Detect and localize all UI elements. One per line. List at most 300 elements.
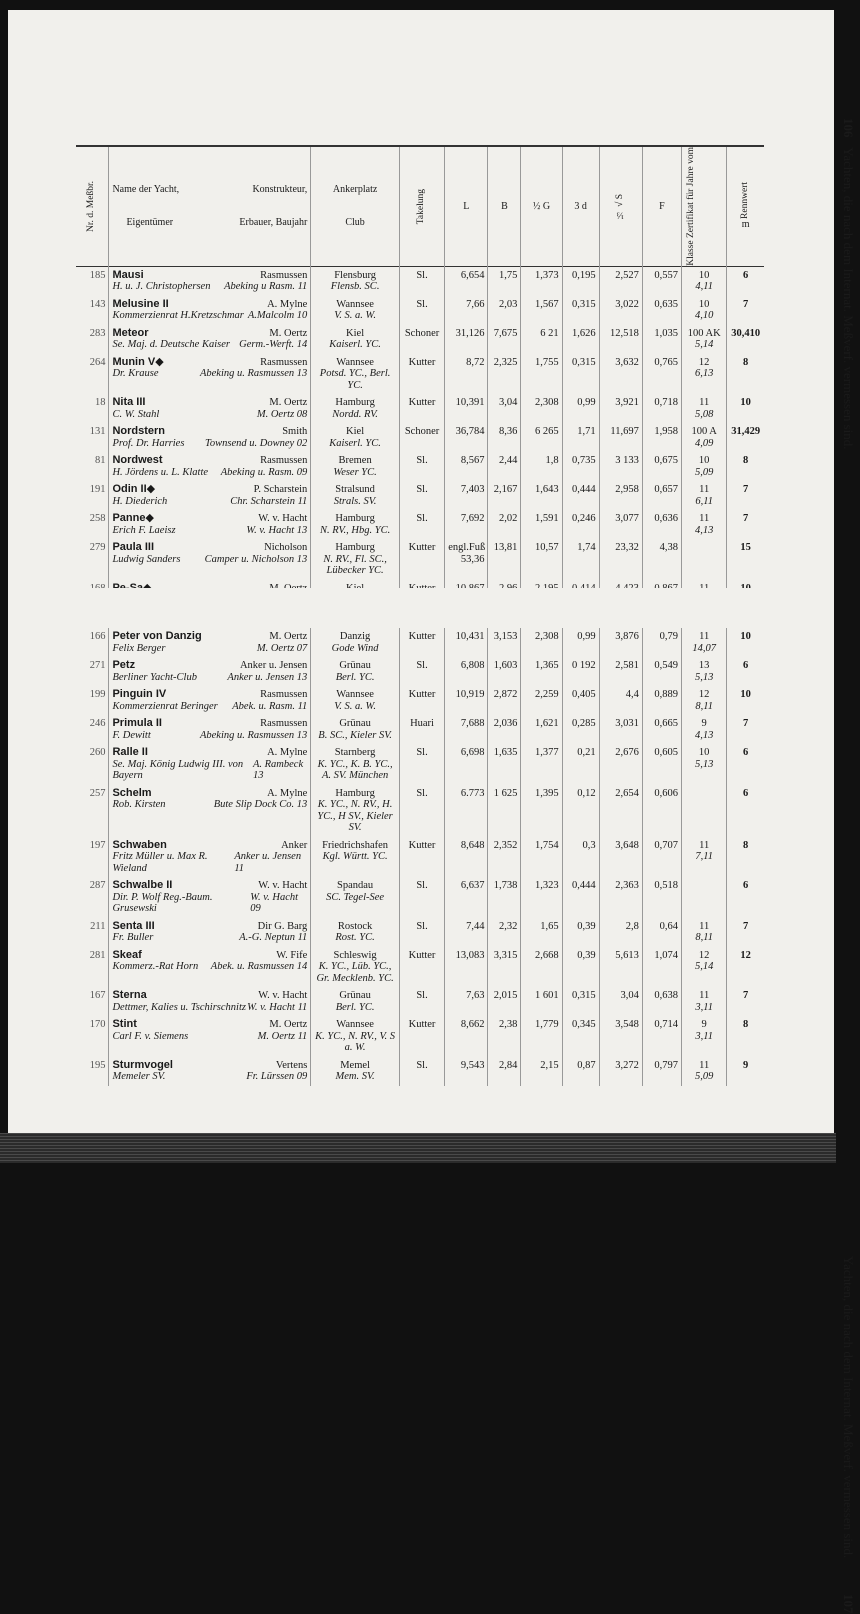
table-body-top: [76, 266, 764, 620]
yacht-cell: [109, 686, 311, 715]
length-L: 13,083: [445, 947, 488, 988]
half-girth: 1,591: [521, 510, 562, 539]
anchorage: Friedrichshafen: [322, 839, 389, 851]
owner: Erich F. Laeisz: [112, 524, 176, 536]
certificate-date: 8,11: [695, 700, 713, 712]
header-sail: ⅓ √ S: [615, 193, 626, 219]
class-value: 10: [698, 455, 710, 467]
header-half-g: ½ G: [521, 146, 562, 266]
class-value: 11: [699, 990, 710, 1001]
owner: Fr. Buller: [112, 932, 154, 943]
three-d: 1,74: [562, 539, 599, 580]
row-number: 167: [89, 990, 106, 1001]
certificate-date: 3,11: [695, 1030, 713, 1042]
builder: Germ.-Werft. 14: [239, 339, 308, 351]
sail-root: 5,613: [599, 947, 642, 988]
anchorage-cell: [311, 918, 400, 947]
table-row: [76, 423, 764, 452]
class-cell: [682, 657, 727, 686]
row-number: 264: [89, 356, 106, 368]
anchorage-cell: [311, 325, 400, 354]
builder: Camper u. Nicholson 13: [204, 553, 308, 565]
yacht-cell: [109, 877, 311, 918]
class-cell: [682, 539, 727, 580]
class-cell: [682, 918, 727, 947]
owner: F. Dewitt: [112, 729, 151, 741]
half-girth: 2,308: [521, 628, 562, 657]
half-girth: 1,323: [521, 877, 562, 918]
row-number: 281: [89, 949, 106, 961]
half-girth: 1,365: [521, 657, 562, 686]
class-cell: [682, 394, 727, 423]
yacht-name: Odin II◆: [112, 483, 156, 496]
yacht-name: Panne◆: [112, 512, 154, 525]
anchorage-cell: [311, 452, 400, 481]
yacht-cell: [109, 394, 311, 423]
rig: Sl.: [399, 510, 444, 539]
freeboard-F: 0,657: [642, 481, 681, 510]
yacht-name: Mausi: [112, 268, 144, 281]
row-number: 199: [89, 689, 106, 700]
anchorage: Flensburg: [334, 269, 376, 281]
three-d: 0,735: [562, 452, 599, 481]
rig: Sl.: [399, 296, 444, 325]
anchorage: Danzig: [339, 631, 371, 642]
rating-value: 8: [727, 1016, 764, 1057]
rating-value: 6: [727, 785, 764, 837]
constructor: A. Mylne: [267, 787, 308, 799]
certificate-date: 4,09: [694, 437, 714, 449]
anchorage-cell: [311, 686, 400, 715]
class-cell: [682, 744, 727, 785]
class-cell: [682, 325, 727, 354]
row-number: 279: [89, 542, 106, 554]
half-girth: 1,754: [521, 837, 562, 878]
length-L: 7,63: [445, 987, 488, 1016]
table-row: [76, 987, 764, 1016]
anchorage-cell: [311, 785, 400, 837]
constructor: Rasmussen: [260, 455, 308, 467]
table-row: [76, 785, 764, 837]
yacht-cell: [109, 296, 311, 325]
builder: A.-G. Neptun 11: [239, 932, 308, 943]
header-class: Klasse Zertifikat für Jahre vom: [686, 147, 697, 266]
certificate-date: 8,11: [695, 932, 713, 943]
class-value: 11: [699, 484, 710, 496]
page-number-bottom: 107: [841, 1594, 856, 1614]
anchorage-cell: [311, 539, 400, 580]
rating-value: 6: [727, 266, 764, 296]
sail-root: 3,632: [599, 354, 642, 395]
row-number: 131: [89, 426, 106, 438]
club: Kaiserl. YC.: [329, 339, 381, 351]
anchorage: Bremen: [338, 455, 372, 467]
freeboard-F: 0,549: [642, 657, 681, 686]
class-cell: [682, 423, 727, 452]
anchorage: Starnberg: [334, 747, 376, 758]
beam-B: 1,75: [488, 266, 521, 296]
row-number: 258: [89, 513, 106, 525]
rig: Sl.: [399, 744, 444, 785]
sail-root: 3,921: [599, 394, 642, 423]
owner: Kommerzienrat Beringer: [112, 700, 218, 712]
club: Nordd. RV.: [332, 408, 378, 420]
table-row: [76, 877, 764, 918]
length-L: 36,784: [445, 423, 488, 452]
length-L: 8,567: [445, 452, 488, 481]
club: Kgl. Württ. YC.: [322, 851, 388, 862]
row-number: 211: [90, 920, 106, 932]
sail-root: 3 133: [599, 452, 642, 481]
yacht-name: Schelm: [112, 786, 152, 799]
length-L: 6,698: [445, 744, 488, 785]
row-number: 195: [89, 1059, 106, 1071]
club: K. YC., K. B. YC., A. SV. München: [317, 758, 393, 781]
beam-B: 2,03: [488, 296, 521, 325]
row-number: 81: [94, 455, 106, 467]
constructor: P. Scharstein: [253, 484, 308, 496]
page-edges: [0, 1133, 836, 1163]
anchorage-cell: [311, 987, 400, 1016]
class-cell: [682, 785, 727, 837]
page-number-top: 106: [841, 118, 856, 138]
certificate-date: 4,13: [694, 729, 714, 741]
half-girth: 1,395: [521, 785, 562, 837]
yacht-cell: [109, 837, 311, 878]
freeboard-F: 0,889: [642, 686, 681, 715]
anchorage: Hamburg: [335, 787, 375, 799]
constructor: W. v. Hacht: [258, 513, 308, 525]
yacht-cell: [109, 628, 311, 657]
yacht-cell: [109, 539, 311, 580]
row-number: 185: [89, 269, 106, 281]
header-rig: Takelung: [416, 188, 427, 224]
rating-value: 7: [727, 918, 764, 947]
row-number: 143: [89, 298, 106, 310]
class-cell: [682, 481, 727, 510]
length-L: 6.773: [445, 785, 488, 837]
sail-root: 11,697: [599, 423, 642, 452]
class-value: 10: [698, 747, 710, 758]
sail-root: 2,581: [599, 657, 642, 686]
certificate-date: 14,07: [692, 642, 716, 654]
certificate-date: 7,11: [695, 851, 713, 862]
anchorage: Grünau: [339, 660, 371, 671]
beam-B: 2,44: [488, 452, 521, 481]
anchorage-cell: [311, 877, 400, 918]
anchorage-cell: [311, 266, 400, 296]
anchorage-cell: [311, 657, 400, 686]
builder: M. Oertz 08: [256, 408, 308, 420]
class-cell: [682, 1016, 727, 1057]
anchorage: Wannsee: [336, 298, 374, 310]
class-cell: [682, 296, 727, 325]
row-number: 283: [89, 327, 106, 339]
yacht-cell: [109, 785, 311, 837]
table-row: [76, 394, 764, 423]
freeboard-F: 1,958: [642, 423, 681, 452]
anchorage: Rostock: [337, 920, 373, 932]
owner: H. Jördens u. L. Klatte: [112, 466, 209, 478]
constructor: M. Oertz: [269, 631, 308, 642]
beam-B: 2,167: [488, 481, 521, 510]
upper-book-page: [8, 10, 856, 588]
anchorage: Grünau: [339, 990, 371, 1001]
row-number: 197: [89, 839, 106, 851]
owner: Carl F. v. Siemens: [112, 1030, 189, 1042]
rating-value: 6: [727, 744, 764, 785]
sail-root: 3,648: [599, 837, 642, 878]
freeboard-F: 0,797: [642, 1057, 681, 1086]
half-girth: 10,57: [521, 539, 562, 580]
header-constructor: Konstrukteur,: [252, 183, 308, 195]
sail-root: 23,32: [599, 539, 642, 580]
builder: Anker u. Jensen 11: [234, 851, 302, 874]
half-girth: 1,65: [521, 918, 562, 947]
length-L: 9,543: [445, 1057, 488, 1086]
half-girth: 1,621: [521, 715, 562, 744]
anchorage: Wannsee: [336, 356, 374, 368]
row-number: 170: [89, 1019, 106, 1030]
table-row: [76, 266, 764, 296]
owner: Se. Maj. König Ludwig III. von Bayern: [112, 758, 244, 781]
owner: H. Diederich: [112, 495, 168, 507]
owner: Se. Maj. d. Deutsche Kaiser: [112, 339, 230, 351]
class-cell: [682, 1057, 727, 1086]
club: Flensb. SC.: [330, 281, 380, 293]
anchorage: Hamburg: [335, 513, 375, 525]
yacht-name: Peter von Danzig: [112, 630, 202, 642]
sail-root: 3,022: [599, 296, 642, 325]
table-row: [76, 296, 764, 325]
row-number: 260: [89, 747, 106, 758]
constructor: Anker: [281, 839, 308, 851]
club: K. YC., N. RV., H. YC., H SV., Kieler SV.: [317, 799, 393, 833]
constructor: Vertens: [275, 1059, 308, 1071]
rig: Sl.: [399, 987, 444, 1016]
half-girth: 2,308: [521, 394, 562, 423]
yacht-name: Ralle II: [112, 746, 148, 758]
rating-value: 7: [727, 510, 764, 539]
rig: Sl.: [399, 452, 444, 481]
rating-value: 6: [727, 657, 764, 686]
club: Gode Wind: [331, 642, 379, 654]
table-header: [76, 146, 764, 266]
anchorage-cell: [311, 423, 400, 452]
certificate-date: 5,13: [694, 671, 714, 683]
constructor: Rasmussen: [260, 689, 308, 700]
rating-value: 10: [727, 628, 764, 657]
certificate-date: 5,13: [694, 758, 714, 770]
beam-B: 2,38: [488, 1016, 521, 1057]
yacht-name: Nordwest: [112, 454, 163, 467]
constructor: Nicholson: [264, 542, 308, 554]
constructor: W. v. Hacht: [258, 990, 308, 1001]
anchorage: Wannsee: [336, 1019, 374, 1030]
rig: Kutter: [399, 354, 444, 395]
builder: W. v. Hacht 11: [247, 1001, 308, 1013]
builder: M. Oertz 11: [257, 1030, 308, 1042]
half-girth: 6 21: [521, 325, 562, 354]
rig: Sl.: [399, 266, 444, 296]
table-row: [76, 715, 764, 744]
freeboard-F: 0,707: [642, 837, 681, 878]
club: Strals. SV.: [333, 495, 377, 507]
club: Potsd. YC., Berl. YC.: [319, 368, 391, 391]
length-L: 7,44: [445, 918, 488, 947]
beam-B: 7,675: [488, 325, 521, 354]
three-d: 0,246: [562, 510, 599, 539]
constructor: Dir G. Barg: [257, 920, 308, 932]
yacht-cell: [109, 354, 311, 395]
rating-value: 7: [727, 481, 764, 510]
anchorage-cell: [311, 354, 400, 395]
owner: Felix Berger: [112, 642, 166, 654]
class-cell: [682, 987, 727, 1016]
freeboard-F: 0,638: [642, 987, 681, 1016]
running-header-top: [840, 118, 856, 450]
yacht-cell: [109, 987, 311, 1016]
table-row: [76, 354, 764, 395]
class-cell: [682, 354, 727, 395]
three-d: 0,345: [562, 1016, 599, 1057]
class-value: 9: [701, 1019, 707, 1030]
yacht-name: Skeaf: [112, 948, 142, 961]
rig: Kutter: [399, 837, 444, 878]
three-d: 0,87: [562, 1057, 599, 1086]
owner: Memeler SV.: [112, 1071, 166, 1082]
class-value: 12: [698, 356, 710, 368]
three-d: 1,71: [562, 423, 599, 452]
length-L: 10,391: [445, 394, 488, 423]
table-row: [76, 510, 764, 539]
class-value: 12: [698, 949, 710, 961]
owner: Dir. P. Wolf Reg.-Baum. Grusewski: [112, 891, 213, 914]
constructor: M. Oertz: [269, 327, 308, 339]
sail-root: 2,527: [599, 266, 642, 296]
freeboard-F: 0,714: [642, 1016, 681, 1057]
freeboard-F: 0,665: [642, 715, 681, 744]
constructor: W. Fife: [276, 949, 308, 961]
rig: Kutter: [399, 628, 444, 657]
rating-value: 7: [727, 987, 764, 1016]
class-value: 100 A: [691, 426, 717, 438]
certificate-date: 5,14: [694, 961, 714, 972]
row-number: 166: [89, 631, 106, 642]
three-d: 0,3: [562, 837, 599, 878]
freeboard-F: 0,636: [642, 510, 681, 539]
table-row: [76, 539, 764, 580]
table-row: [76, 628, 764, 657]
table-row: [76, 837, 764, 878]
yacht-cell: [109, 510, 311, 539]
anchorage-cell: [311, 296, 400, 325]
rig: Schoner: [399, 423, 444, 452]
yacht-name: Stint: [112, 1018, 137, 1030]
owner: Kommerz.-Rat Horn: [112, 961, 199, 972]
length-L: 10,431: [445, 628, 488, 657]
constructor: Rasmussen: [260, 269, 308, 281]
builder: Abek. u. Rasmussen 14: [210, 961, 308, 972]
class-cell: [682, 266, 727, 296]
half-girth: 2,259: [521, 686, 562, 715]
lower-book-page: [8, 588, 856, 1614]
freeboard-F: 0,605: [642, 744, 681, 785]
beam-B: 1,603: [488, 657, 521, 686]
rig: Schoner: [399, 325, 444, 354]
constructor: M. Oertz: [269, 1019, 308, 1030]
three-d: 0,285: [562, 715, 599, 744]
header-rating: Rennwert: [739, 182, 750, 220]
rating-value: 8: [727, 354, 764, 395]
freeboard-F: 0,606: [642, 785, 681, 837]
three-d: 0,315: [562, 296, 599, 325]
yacht-cell: [109, 657, 311, 686]
yacht-cell: [109, 715, 311, 744]
anchorage: Spandau: [337, 880, 374, 891]
owner: Ludwig Sanders: [112, 553, 181, 565]
yacht-name: Senta III: [112, 919, 155, 932]
rig: Kutter: [399, 686, 444, 715]
row-number: 246: [89, 718, 106, 729]
length-L: 7,692: [445, 510, 488, 539]
length-L: engl.Fuß 53,36: [445, 539, 488, 580]
half-girth: 1,567: [521, 296, 562, 325]
class-cell: [682, 947, 727, 988]
yacht-cell: [109, 325, 311, 354]
freeboard-F: 0,557: [642, 266, 681, 296]
class-value: 11: [699, 513, 710, 525]
row-number: 18: [94, 397, 106, 409]
owner: Dettmer, Kalies u. Tschirschnitz: [112, 1001, 246, 1013]
freeboard-F: 0,64: [642, 918, 681, 947]
side-caption-top: Yachten, die nach dem Internat. Meßverf. vermessen sind.: [841, 147, 856, 450]
yacht-cell: [109, 266, 311, 296]
class-value: 10: [698, 298, 710, 310]
length-L: 7,403: [445, 481, 488, 510]
class-value: 9: [701, 718, 707, 729]
beam-B: 2,352: [488, 837, 521, 878]
constructor: Anker u. Jensen: [239, 660, 308, 671]
table-row: [76, 657, 764, 686]
rig: Sl.: [399, 657, 444, 686]
header-B: B: [488, 146, 521, 266]
constructor: Smith: [282, 426, 308, 438]
class-cell: [682, 686, 727, 715]
beam-B: 2,015: [488, 987, 521, 1016]
table-row: [76, 1057, 764, 1086]
anchorage: Hamburg: [335, 397, 375, 409]
beam-B: 2,036: [488, 715, 521, 744]
sail-root: 2,958: [599, 481, 642, 510]
yacht-name: Nita III: [112, 396, 146, 409]
row-number: 191: [89, 484, 106, 496]
class-value: 100 AK: [687, 327, 721, 339]
three-d: 0,315: [562, 354, 599, 395]
sail-root: 3,077: [599, 510, 642, 539]
header-owner: Eigentümer: [126, 217, 174, 229]
rig: Kutter: [399, 394, 444, 423]
club: B. SC., Kieler SV.: [318, 729, 392, 741]
anchorage: Kiel: [346, 426, 365, 438]
class-value: 10: [698, 269, 710, 281]
rating-value: 12: [727, 947, 764, 988]
builder: W. v. Hacht 09: [250, 891, 299, 914]
freeboard-F: 0,718: [642, 394, 681, 423]
rating-value: 6: [727, 877, 764, 918]
sail-root: 3,548: [599, 1016, 642, 1057]
anchorage-cell: [311, 510, 400, 539]
